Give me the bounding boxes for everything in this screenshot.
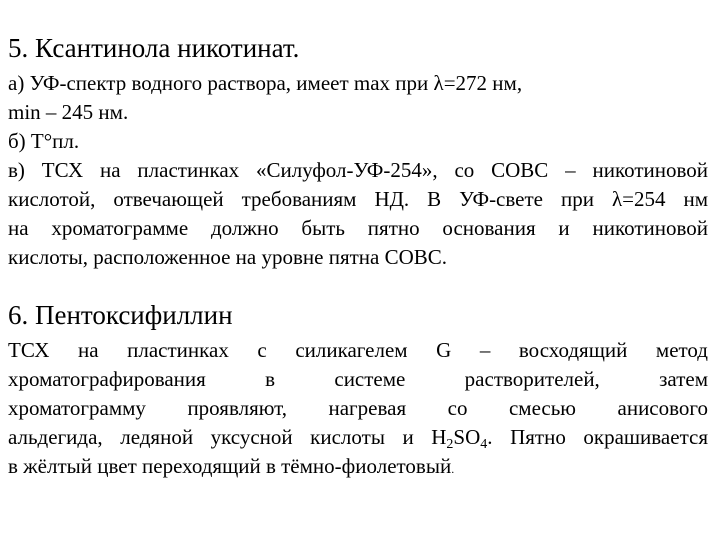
section-5-item-c-line-4: кислоты, расположенное на уровне пятна СОВС. bbox=[8, 245, 448, 269]
section-6-line-5 bbox=[8, 453, 454, 482]
section-6-line-4 bbox=[8, 424, 708, 450]
section-6-line-2: хроматографирования в системе растворителей, затем bbox=[8, 367, 708, 391]
section-5-item-c-line-1: в) ТСХ на пластинках «Силуфол-УФ-254», со СОВС – никотиновой bbox=[8, 158, 708, 182]
section-6-title: 6. Пентоксифиллин bbox=[8, 300, 233, 330]
section-5-item-a-line-2: min – 245 нм. bbox=[8, 100, 129, 124]
h2-subscript: 2 bbox=[446, 437, 454, 452]
so4-subscript: 4 bbox=[480, 437, 488, 452]
section-5-item-c-line-3: на хроматограмме должно быть пятно основания и никотиновой bbox=[8, 216, 708, 240]
section-6-line-5-period: . bbox=[451, 462, 455, 476]
section-5-item-b: б) T°пл. bbox=[8, 129, 80, 153]
section-6-line-3: хроматограмму проявляют, нагревая со смесью анисового bbox=[8, 396, 708, 420]
section-5-title: 5. Ксантинола никотинат. bbox=[8, 33, 300, 63]
section-5-item-c-line-2: кислотой, отвечающей требованиям НД. В УФ-свете при λ=254 нм bbox=[8, 187, 708, 211]
section-5-item-a-line-1: а) УФ-спектр водного раствора, имеет max при λ=272 нм, bbox=[8, 71, 523, 95]
section-6-line-4-text: альдегида, ледяной уксусной кислоты и H bbox=[8, 425, 447, 449]
section-6-line-1: ТСХ на пластинках с силикагелем G – восходящий метод bbox=[8, 338, 708, 362]
section-6-line-5-text: в жёлтый цвет переходящий в тёмно-фиолетовый bbox=[8, 454, 452, 478]
section-6-line-4-so: SO bbox=[453, 425, 481, 449]
section-6-line-4-tail: . Пятно окрашивается bbox=[487, 425, 708, 449]
